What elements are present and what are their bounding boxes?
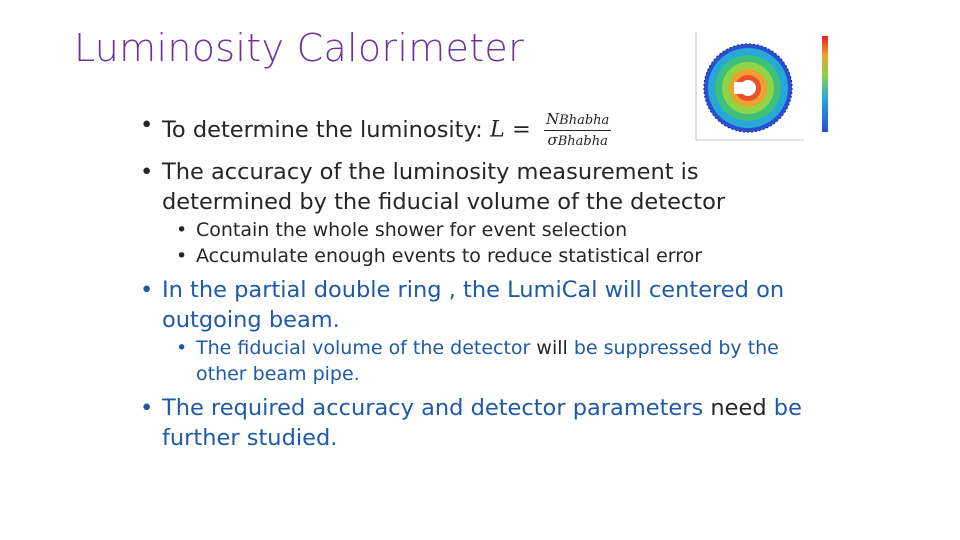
slide-title: Luminosity Calorimeter xyxy=(74,26,525,70)
slide-body xyxy=(140,104,820,453)
sub-bullet: • Accumulate enough events to reduce statistical error xyxy=(176,243,820,269)
sub-bullet-fiducial: • The fiducial volume of the detector will be suppressed by the other beam pipe. xyxy=(176,335,820,387)
sub-bullet: • Contain the whole shower for event selection xyxy=(176,217,820,243)
bullet-required-accuracy: • The required accuracy and detector parameters need be further studied. xyxy=(140,393,820,453)
formula-fraction: $\frac{\text{NBhabha}}{\text{σBhabha}}$ xyxy=(546,110,610,149)
luminosity-formula: L = $\frac{\text{NBhabha}}{\text{σBhabha}}$ xyxy=(489,110,610,149)
bullet-partial-ring: • In the partial double ring , the LumiCal will centered on outgoing beam. xyxy=(140,275,820,335)
bullet-accuracy: • The accuracy of the luminosity measurement is determined by the fiducial volume of the detector xyxy=(140,157,820,217)
bullet-luminosity-formula: • To determine the luminosity: L = $\frac{\text{NBhabha}}{\text{σBhabha}}$ xyxy=(140,110,820,151)
